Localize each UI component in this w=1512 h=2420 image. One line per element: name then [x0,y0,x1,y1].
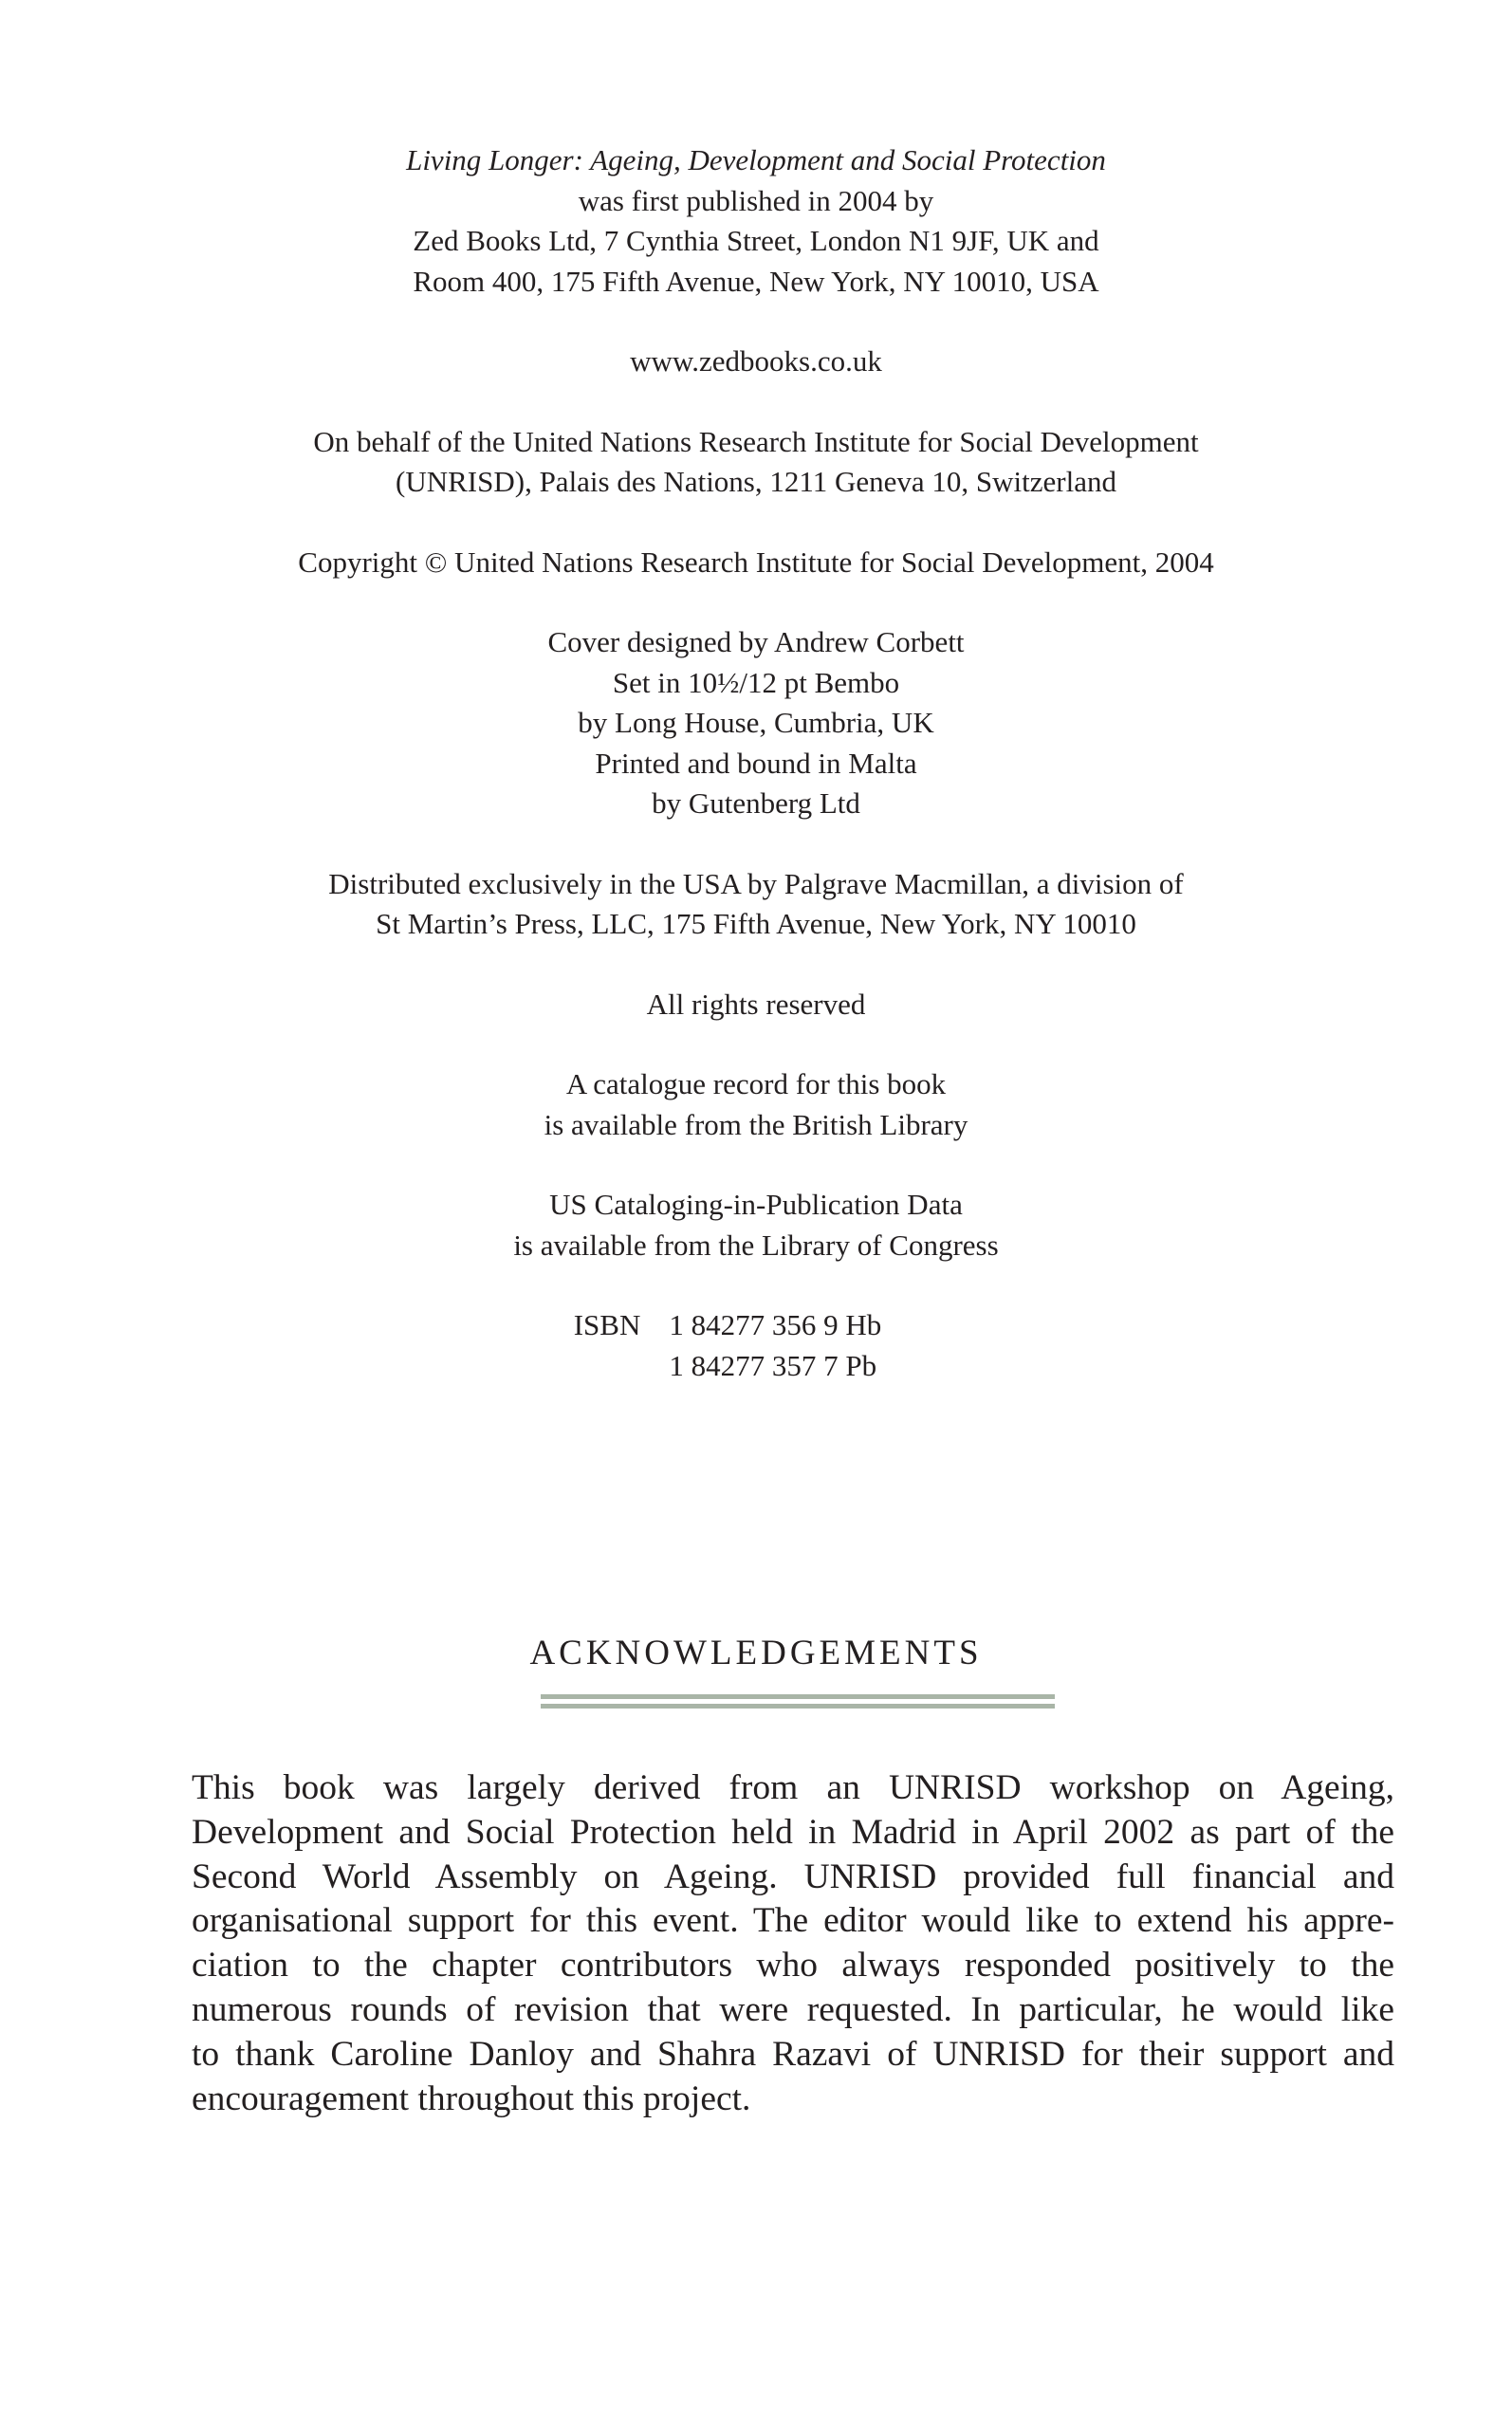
us-cip-block [0,1185,1512,1265]
distribution-line: St Martin’s Press, LLC, 175 Fifth Avenue, New York, NY 10010 [376,907,1136,940]
rights-block [0,985,1512,1025]
paragraph-line: encouragement throughout this project. [192,2078,751,2118]
isbn-spacer [574,1346,641,1387]
production-line: by Long House, Cumbria, UK [578,706,934,739]
cip-line: is available from the Library of Congress [513,1228,999,1262]
heading-double-rule [541,1694,1055,1709]
production-credits [0,622,1512,824]
production-line: Printed and bound in Malta [595,746,917,780]
rule-line-top [541,1694,1055,1699]
isbn-block [0,1305,1512,1386]
isbn-paperback: 1 84277 357 7 Pb [669,1348,877,1382]
british-library-block [0,1064,1512,1145]
paragraph-line: Second World Assembly on Ageing. UNRISD provided full financial and [192,1857,1394,1896]
publication-statement [0,140,1512,302]
on-behalf-block [0,422,1512,503]
distribution-block [0,864,1512,945]
copyright-block [0,543,1512,583]
distribution-line: Distributed exclusively in the USA by Palgrave Macmillan, a division of [328,866,1184,900]
paragraph-line: numerous rounds of revision that were requested. In particular, he would like [192,1989,1394,2029]
paragraph-line: to thank Caroline Danloy and Shahra Razavi of UNRISD for their support and [192,2034,1394,2074]
paragraph-line: Development and Social Protection held in Madrid in April 2002 as part of the [192,1812,1394,1852]
imprint-block [0,140,1512,1426]
cip-line: US Cataloging-in-Publication Data [549,1188,963,1221]
acknowledgements-paragraph [192,1766,1394,2121]
acknowledgements-heading: ACKNOWLEDGEMENTS [529,1634,983,1672]
copyright-notice: Copyright © United Nations Research Institute for Social Development, 2004 [298,545,1214,579]
on-behalf-line: (UNRISD), Palais des Nations, 1211 Geneva 10, Switzerland [396,465,1116,498]
rule-line-bottom [541,1704,1055,1709]
website-block [0,342,1512,382]
production-line: Set in 10½/12 pt Bembo [612,665,900,699]
publisher-address-line: Zed Books Ltd, 7 Cynthia Street, London N1 9JF, UK and [413,224,1099,257]
production-line: by Gutenberg Ltd [652,786,860,820]
isbn-label: ISBN [573,1308,641,1341]
production-line: Cover designed by Andrew Corbett [547,625,965,658]
publisher-website: www.zedbooks.co.uk [630,344,882,378]
catalogue-line: A catalogue record for this book [565,1067,947,1100]
catalogue-line: is available from the British Library [544,1107,968,1141]
rights-notice: All rights reserved [646,987,866,1021]
paragraph-line: This book was largely derived from an UNRISD workshop on Ageing, [192,1768,1394,1807]
on-behalf-line: On behalf of the United Nations Research Institute for Social Development [313,424,1199,458]
publication-line: was first published in 2004 by [578,183,934,217]
isbn-table [574,1305,882,1386]
isbn-hardback: 1 84277 356 9 Hb [669,1308,882,1341]
paragraph-line: ciation to the chapter contributors who always responded positively to the [192,1946,1394,1986]
paragraph-line: organisational support for this event. The editor would like to extend his appre- [192,1901,1394,1941]
book-title: Living Longer: Ageing, Development and Social Protection [406,143,1106,176]
publisher-address-line: Room 400, 175 Fifth Avenue, New York, NY 10010, USA [413,264,1099,298]
